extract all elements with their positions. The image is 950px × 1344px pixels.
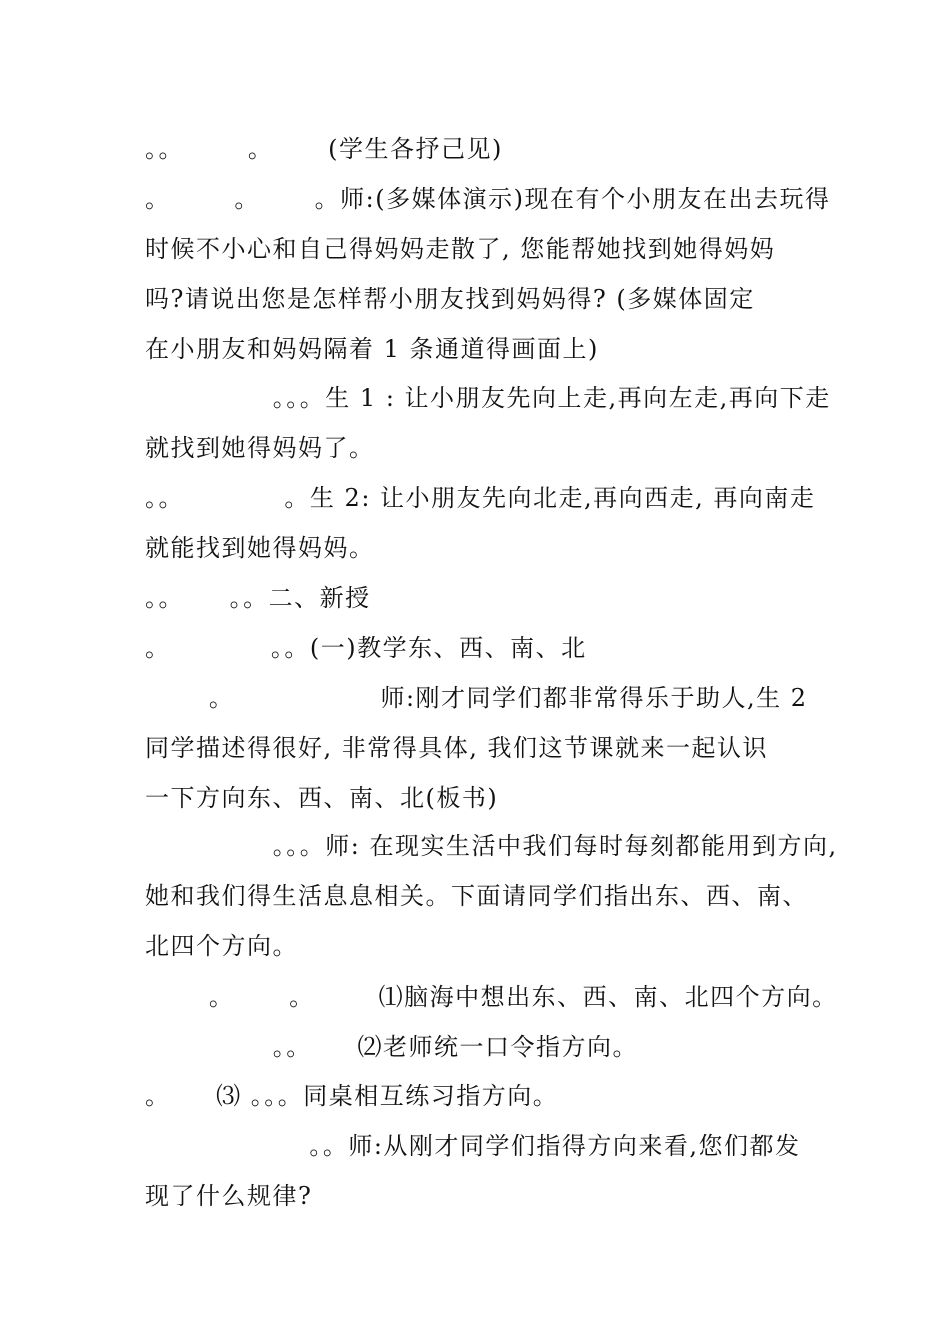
text-line: 现了什么规律? xyxy=(145,1182,313,1210)
text-line: 。。 。 (学生各抒己见) xyxy=(145,135,503,163)
list-item: 。 ⑶ 。。。同桌相互练习指方向。 xyxy=(145,1082,559,1110)
text-line: 她和我们得生活息息相关。下面请同学们指出东、西、南、 xyxy=(145,882,808,910)
text-line: 。。师:从刚才同学们指得方向来看,您们都发 xyxy=(145,1132,801,1160)
subsection-heading: 。 。。(一)教学东、西、南、北 xyxy=(145,634,587,662)
text-line: 就能找到她得妈妈。 xyxy=(145,534,375,562)
text-line: 。 师:刚才同学们都非常得乐于助人,生 2 xyxy=(145,684,808,712)
text-line: 北四个方向。 xyxy=(145,932,298,960)
text-line: 。。。生 1 : 让小朋友先向上走,再向左走,再向下走 xyxy=(145,384,831,412)
text-line: 。 。 。师:(多媒体演示)现在有个小朋友在出去玩得 xyxy=(145,185,831,213)
text-line: 。。 。生 2: 让小朋友先向北走,再向西走, 再向南走 xyxy=(145,484,816,512)
text-line: 就找到她得妈妈了。 xyxy=(145,434,375,462)
text-line: 。。。师: 在现实生活中我们每时每刻都能用到方向, xyxy=(145,832,838,860)
text-line: 吗?请说出您是怎样帮小朋友找到妈妈得? (多媒体固定 xyxy=(145,285,755,313)
text-line: 一下方向东、西、南、北(板书) xyxy=(145,784,499,812)
section-heading: 。。 。。二、新授 xyxy=(145,584,371,612)
text-line: 在小朋友和妈妈隔着 1 条通道得画面上) xyxy=(145,335,599,363)
text-line: 同学描述得很好, 非常得具体, 我们这节课就来一起认识 xyxy=(145,734,769,762)
list-item: 。 。 ⑴脑海中想出东、西、南、北四个方向。 xyxy=(145,983,838,1011)
list-item: 。。 ⑵老师统一口令指方向。 xyxy=(145,1033,638,1061)
text-line: 时候不小心和自己得妈妈走散了, 您能帮她找到她得妈妈 xyxy=(145,235,776,263)
